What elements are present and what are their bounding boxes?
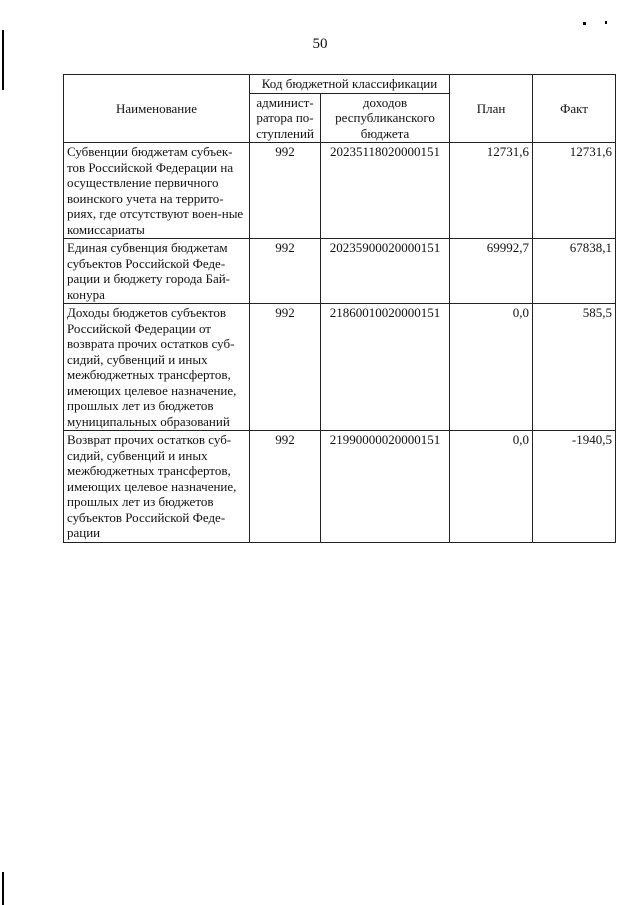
row-income-code: 21990000020000151 bbox=[321, 431, 450, 543]
row-fact: -1940,5 bbox=[533, 431, 616, 543]
row-admin-code: 992 bbox=[250, 239, 321, 304]
table-row bbox=[64, 239, 616, 304]
row-plan: 0,0 bbox=[450, 304, 533, 431]
row-fact: 585,5 bbox=[533, 304, 616, 431]
row-name: Доходы бюджетов субъектов Российской Федерации от возврата прочих остатков суб-сидий, субвенций и иных межбюджетных трансфертов, имеющих целевое назначение, прошлых лет из бюджетов муниципальных образований bbox=[64, 304, 250, 431]
header-plan: План bbox=[450, 75, 533, 143]
table-row bbox=[64, 431, 616, 543]
row-plan: 69992,7 bbox=[450, 239, 533, 304]
row-fact: 12731,6 bbox=[533, 143, 616, 239]
row-income-code: 20235118020000151 bbox=[321, 143, 450, 239]
header-code-group: Код бюджетной классификации bbox=[250, 75, 450, 94]
page-number: 50 bbox=[312, 36, 328, 52]
budget-table bbox=[63, 74, 616, 543]
header-admin: админист-ратора по-ступлений bbox=[250, 93, 321, 143]
row-name: Возврат прочих остатков суб-сидий, субвенций и иных межбюджетных трансфертов, имеющих целевое назначение, прошлых лет из бюджетов субъектов Российской Феде-рации bbox=[64, 431, 250, 543]
row-admin-code: 992 bbox=[250, 143, 321, 239]
header-name: Наименование bbox=[64, 75, 250, 143]
row-plan: 0,0 bbox=[450, 431, 533, 543]
table-row bbox=[64, 143, 616, 239]
scan-dot bbox=[583, 22, 586, 25]
header-income: доходов республиканского бюджета bbox=[321, 93, 450, 143]
row-admin-code: 992 bbox=[250, 431, 321, 543]
row-plan: 12731,6 bbox=[450, 143, 533, 239]
scan-mark-left-bottom bbox=[2, 872, 4, 905]
scan-mark-left-top bbox=[2, 30, 4, 90]
row-name: Субвенции бюджетам субъек-тов Российской Федерации на осуществление первичного воинского учета на террито-риях, где отсутствуют воен-ные комиссариаты bbox=[64, 143, 250, 239]
header-row-1 bbox=[64, 75, 616, 94]
header-fact: Факт bbox=[533, 75, 616, 143]
row-name: Единая субвенция бюджетам субъектов Российской Феде-рации и бюджету города Бай-конура bbox=[64, 239, 250, 304]
row-income-code: 20235900020000151 bbox=[321, 239, 450, 304]
row-income-code: 21860010020000151 bbox=[321, 304, 450, 431]
scan-dot bbox=[605, 21, 607, 24]
row-admin-code: 992 bbox=[250, 304, 321, 431]
table-row bbox=[64, 304, 616, 431]
row-fact: 67838,1 bbox=[533, 239, 616, 304]
